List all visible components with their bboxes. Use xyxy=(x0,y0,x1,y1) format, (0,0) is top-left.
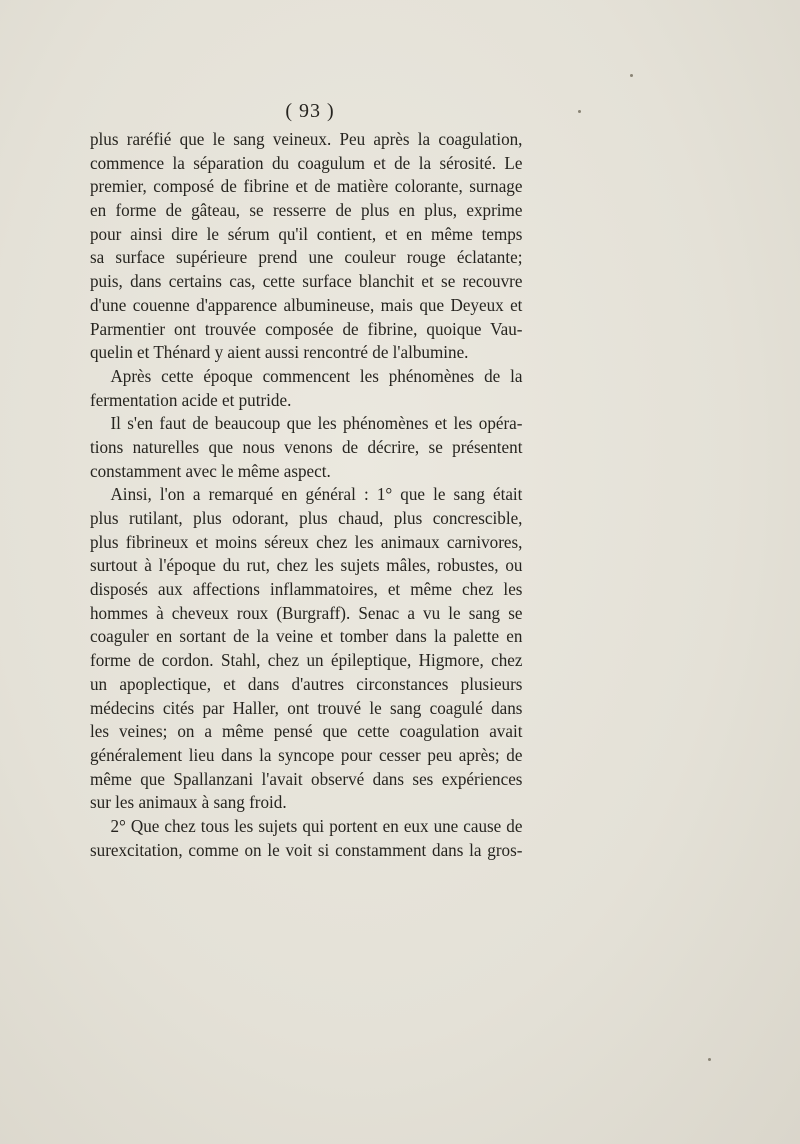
text-line: plus rutilant, plus odorant, plus chaud, plus concrescible, xyxy=(90,508,523,528)
text-line: constamment avec le même aspect. xyxy=(90,460,331,481)
text-line: hommes à cheveux roux (Burgraff). Senac a vu le sang se xyxy=(90,602,523,623)
text-line: forme de cordon. Stahl, chez un épileptique, Higmore, chez xyxy=(90,650,523,671)
text-line: fermentation acide et putride. xyxy=(90,389,292,410)
text-line: pour ainsi dire le sérum qu'il contient, et en même temps xyxy=(90,223,523,244)
text-line: les veines; on a même pensé que cette coagulation avait xyxy=(90,721,523,742)
text-line: premier, composé de fibrine et de matière colorante, surnage xyxy=(90,176,523,197)
text-line: Parmentier ont trouvée composée de fibrine, quoique Vau- xyxy=(90,318,523,339)
paper-speck xyxy=(578,110,581,113)
text-line: plus fibrineux et moins séreux chez les animaux carnivores, xyxy=(90,531,523,552)
text-line: quelin et Thénard y aient aussi rencontré de l'albumine. xyxy=(90,342,469,363)
text-line: même que Spallanzani l'avait observé dans ses expériences xyxy=(90,768,523,789)
text-line: surexcitation, comme on le voit si constamment dans la gros- xyxy=(90,839,523,860)
text-line: Ainsi, l'on a remarqué en général : 1° que le sang était xyxy=(110,484,523,505)
text-line: en forme de gâteau, se resserre de plus en plus, exprime xyxy=(90,200,523,221)
text-line: Après cette époque commencent les phénomènes de la xyxy=(110,365,523,386)
paper-speck xyxy=(708,1058,711,1061)
text-line: sa surface supérieure prend une couleur rouge éclatante; xyxy=(90,247,523,268)
text-line: médecins cités par Haller, ont trouvé le sang coagulé dans xyxy=(90,697,523,718)
text-line: puis, dans certains cas, cette surface blanchit et se recouvre xyxy=(90,271,523,292)
text-line: plus raréfié que le sang veineux. Peu après la coagulation, xyxy=(90,129,523,149)
text-line: un apoplectique, et dans d'autres circonstances plusieurs xyxy=(90,673,523,694)
text-line: commence la séparation du coagulum et de la sérosité. Le xyxy=(90,152,523,173)
text-line: surtout à l'époque du rut, chez les sujets mâles, robustes, ou xyxy=(90,555,523,576)
page-number: ( 93 ) xyxy=(285,100,335,122)
body-text xyxy=(90,128,522,862)
text-line: généralement lieu dans la syncope pour cesser peu après; de xyxy=(90,744,523,765)
paper-speck xyxy=(630,74,633,77)
text-line: tions naturelles que nous venons de décrire, se présentent xyxy=(90,436,523,457)
text-line: d'une couenne d'apparence albumineuse, mais que Deyeux et xyxy=(90,294,523,315)
text-line: Il s'en faut de beaucoup que les phénomènes et les opéra- xyxy=(110,413,523,434)
text-line: sur les animaux à sang froid. xyxy=(90,792,287,813)
text-line: disposés aux affections inflammatoires, et même chez les xyxy=(90,579,523,600)
text-line: coaguler en sortant de la veine et tomber dans la palette en xyxy=(90,626,523,647)
text-line: 2° Que chez tous les sujets qui portent en eux une cause de xyxy=(110,815,523,836)
